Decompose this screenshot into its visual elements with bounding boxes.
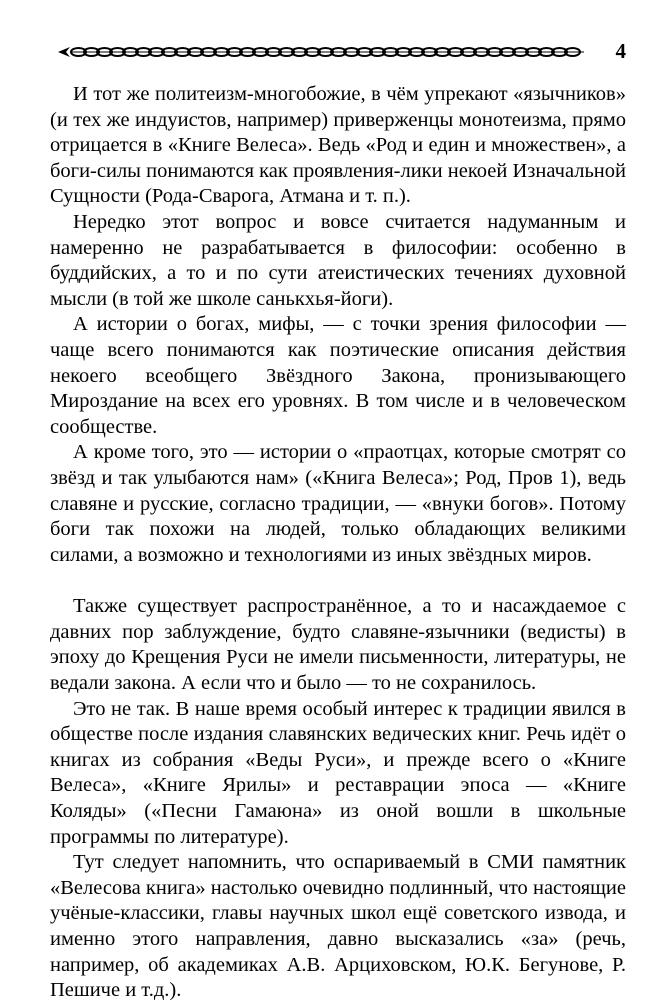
paragraph-polytheism: И тот же политеизм-многобожие, в чём упрекают «язычников» (и тех же индуистов, например) приверженцы монотеизма, прямо отрицается в «Книге Велеса». Ведь «Род и един и множествен», а боги-силы понимаются как проявления-лики некоей Изначальной Сущности (Рода-Сварога, Атмана и т. п.). xyxy=(50,83,626,208)
page-header xyxy=(56,38,626,64)
paragraph-vedic-books: Это не так. В наше время особый интерес к традиции явился в обществе после издания славянских ведических книг. Речь идёт о книгах из собрания «Веды Руси», и прежде всего о «Книге Велеса», «Книге Ярилы» и реставрации эпоса — «Книге Коляды» («Песни Гамаюна» из оной вошли в школьные программы по литературе). xyxy=(50,697,626,848)
page-number: 4 xyxy=(615,39,626,63)
paragraph-veles-book: Тут следует напомнить, что оспариваемый в СМИ памятник «Велесова книга» настолько очевидно подлинный, что настоящие учёные-классики, главы научных школ ещё советского извода, и именно этого направления, давно высказались «за» (речь, например, об академиках А.В. Арциховском, Ю.К. Бегунове, Р. Пешиче и т.д.). xyxy=(50,851,626,1002)
braided-ornament-rule-icon xyxy=(56,46,586,58)
paragraph-myths: А истории о богах, мифы, — с точки зрения философии — чаще всего понимаются как поэтические описания действия некоего всеобщего Звёздного Закона, пронизывающего Мироздание на всех его уровнях. В том числе и в человеческом сообществе. xyxy=(50,313,626,438)
body-text xyxy=(50,82,626,1004)
paragraph-misconception: Также существует распространённое, а то и насаждаемое с давних пор заблуждение, будто славяне-язычники (ведисты) в эпоху до Крещения Руси не имели письменности, литературы, не ведали закона. А если что и было — то не сохранилось. xyxy=(50,595,626,695)
paragraph-philosophy: Нередко этот вопрос и вовсе считается надуманным и намеренно не разрабатывается в философии: особенно в буддийских, а то и по сути атеистических течениях духовной мысли (в той же школе санькхья-йоги). xyxy=(50,210,626,310)
section-gap xyxy=(50,568,626,594)
paragraph-forefathers: А кроме того, это — истории о «праотцах, которые смотрят со звёзд и так улыбаются нам» («Книга Велеса»; Род, Пров 1), ведь славяне и русские, согласно традиции, — «внуки богов». Потому боги так похожи на людей, только обладающих великими силами, а возможно и технологиями из иных звёздных миров. xyxy=(50,441,626,566)
